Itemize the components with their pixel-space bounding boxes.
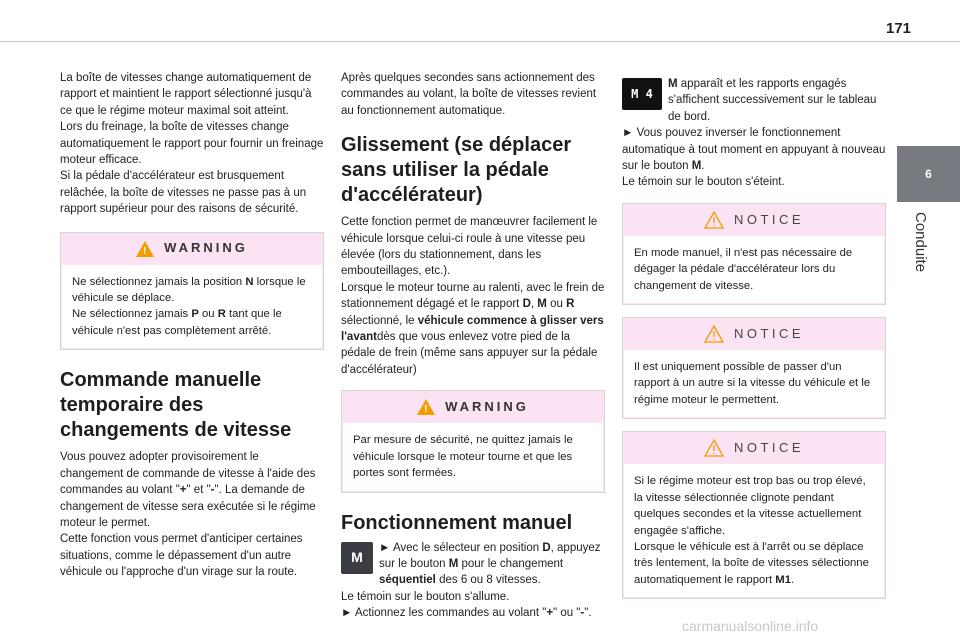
body-text: dès que vous enlevez votre pied de la pédale de frein (même sans appuyer sur la pédale d'accélérateur) (341, 331, 598, 376)
warning-icon (136, 241, 154, 257)
body-text: Cette fonction permet de manœuvrer facilement le véhicule lorsque celui-ci roule à une vitesse peu élevée (lors du stationnement, dans les embouteillages, etc.). Lorsque le moteur tourne au ralenti, avec le frein de stationnement dégagé et le rapport (341, 216, 605, 311)
section-heading-manual-mode: Fonctionnement manuel (341, 511, 573, 534)
gear-m: M (668, 78, 678, 90)
warning-text: Ne sélectionnez jamais la position (72, 275, 246, 288)
chapter-label-text: Conduite (912, 212, 929, 273)
warning-body (62, 265, 322, 349)
intro-paragraph: La boîte de vitesses change automatiquement de rapport et maintient le rapport sélectionné jusqu'à ce que le régime moteur maximal soit atteint. Lors du freinage, la boîte de vitesses change automatiquement le rapport pour fournir un freinage moteur efficace. Si la pédale d'accélérateur est brusquement relâchée, la boîte de vitesses ne passe pas à un rapport supérieur pour des raisons de sécurité. (60, 72, 324, 216)
gear-m1: M1 (775, 573, 791, 586)
warning-text: lorsque le véhicule se déplace. (72, 275, 306, 305)
chapter-label (900, 212, 960, 298)
minus-control: - (210, 484, 215, 497)
gear-m: M (691, 160, 702, 173)
body-text: apparaît et les rapports engagés s'affichent successivement sur le tableau de bord. ► Vous pouvez inverser le fonctionnement automatique à tout moment en appuyant à nouveau sur le bouton (622, 78, 886, 173)
gear-d: D (542, 541, 551, 554)
gear-p: P (191, 308, 199, 321)
body-text: ". (584, 607, 592, 620)
body-text: " ou " (553, 607, 581, 620)
notice-header (623, 204, 885, 236)
body-text: pour le changement (458, 557, 564, 570)
warning-text: tant que le véhicule n'est pas complètement arrêté. (72, 308, 282, 337)
warning-box (60, 232, 324, 351)
plus-control: + (179, 484, 187, 497)
warning-title: WARNING (164, 240, 248, 256)
body-text: sélectionné, le (341, 314, 418, 327)
notice-body: Il est uniquement possible de passer d'un rapport à un autre si la vitesse du véhicule et le régime moteur le permettent. (624, 350, 884, 417)
warning-header (342, 391, 604, 423)
notice-body: En mode manuel, il n'est pas nécessaire de dégager la pédale d'accélérateur lors du changement de vitesse. (624, 236, 884, 303)
body-text: , appuyez sur le bouton (379, 541, 601, 570)
gear-d: D (522, 298, 531, 311)
column-3 (622, 70, 886, 599)
notice-title: NOTICE (733, 211, 805, 227)
body-text: ou (546, 298, 567, 311)
gear-m: M (537, 298, 547, 311)
notice-body (624, 464, 884, 597)
notice-icon (704, 439, 724, 457)
warning-icon (417, 399, 435, 415)
notice-header (623, 318, 885, 350)
section-heading-manual-temporary: Commande manuelle temporaire des changements de vitesse (60, 369, 292, 442)
notice-box-3 (622, 431, 886, 599)
gear-r: R (566, 298, 575, 311)
return-auto-paragraph: Après quelques secondes sans actionnement des commandes au volant, la boîte de vitesses revient au fonctionnement automatique. (341, 72, 597, 117)
warning-text: Ne sélectionnez jamais (72, 308, 192, 321)
plus-control: + (546, 607, 554, 620)
warning-header (61, 233, 323, 265)
notice-box-1 (622, 203, 886, 305)
column-1 (60, 70, 324, 581)
notice-icon (704, 325, 724, 343)
gear-m: M (448, 557, 459, 570)
minus-control: - (580, 607, 585, 620)
column-2 (341, 70, 605, 622)
display-paragraph (622, 76, 886, 191)
body-text: Vous pouvez adopter provisoirement le changement de commande de vitesse à l'aide des commandes au volant " (60, 451, 316, 497)
notice-title: NOTICE (733, 325, 805, 341)
sequential-emphasis: séquentiel (379, 574, 436, 587)
manual-temporary-paragraph (60, 449, 324, 580)
notice-text: Si le régime moteur est trop bas ou trop élevé, la vitesse sélectionnée clignote pendant quelques secondes et la vitesse actuellement engagée s'affiche. Lorsque le véhicule est à l'arrêt ou se déplace très lentement, la boîte de vitesses sélectionne automatiquement le rapport (634, 475, 869, 586)
chapter-tab[interactable]: 6 (897, 146, 960, 202)
warning-title: WARNING (445, 399, 529, 415)
creep-emphasis: véhicule commence à glisser vers l'avant (341, 314, 604, 344)
notice-title: NOTICE (733, 440, 805, 456)
page-number: 171 (886, 20, 912, 37)
gear-n: N (245, 275, 254, 288)
dashboard-gear-display-icon: M 4 (622, 78, 662, 110)
gear-r: R (217, 308, 226, 321)
section-heading-creep: Glissement (se déplacer sans utiliser la pédale d'accélérateur) (341, 134, 572, 207)
body-text: , (530, 298, 538, 311)
warning-box-2 (341, 390, 605, 492)
manual-mode-paragraph (341, 540, 605, 622)
body-text: " et " (186, 484, 211, 497)
watermark: carmanualsonline.info (682, 618, 819, 634)
body-text: . Le témoin sur le bouton s'éteint. (622, 160, 785, 189)
notice-text: . (791, 573, 795, 586)
header-divider (0, 41, 960, 42)
creep-paragraph (341, 214, 605, 378)
body-text: ► Avec le sélecteur en position (379, 541, 543, 554)
warning-text: ou (198, 308, 218, 321)
body-text: des 6 ou 8 vitesses. Le témoin sur le bouton s'allume. ► Actionnez les commandes au volant " (341, 574, 547, 620)
body-text: ". La demande de changement de vitesse sera exécutée si le régime moteur le permet. Cette fonction vous permet d'anticiper certaines situations, comme le dépassement d'un autre véhicule ou l'approche d'un virage sur la route. (60, 484, 316, 579)
warning-body: Par mesure de sécurité, ne quittez jamais le véhicule lorsque le moteur tourne et que les portes sont fermées. (343, 423, 603, 490)
notice-icon (704, 211, 724, 229)
m-button-icon: M (341, 542, 373, 574)
notice-box-2 (622, 317, 886, 419)
notice-header (623, 432, 885, 464)
